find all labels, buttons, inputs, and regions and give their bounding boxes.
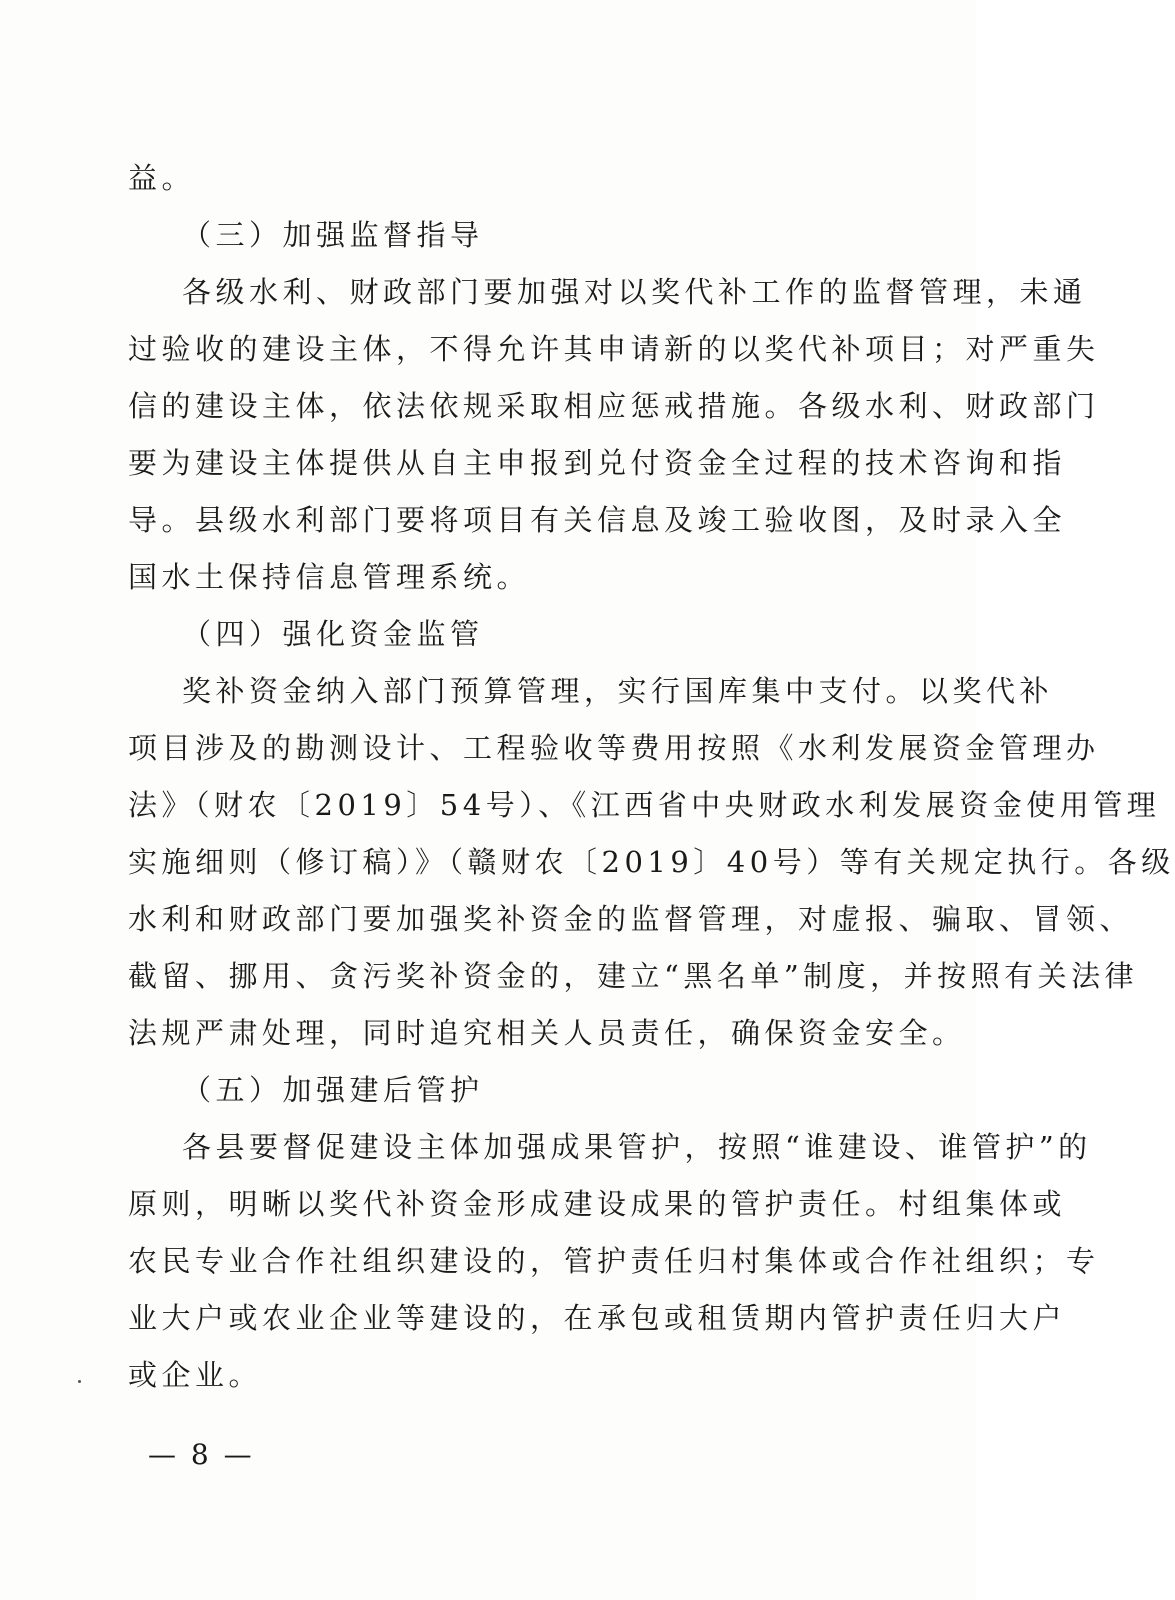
- text-line: 奖补资金纳入部门预算管理，实行国库集中支付。以奖代补: [182, 674, 1054, 708]
- text-line: 实施细则（修订稿）》（赣财农〔2019〕40号）等有关规定执行。各级: [128, 845, 1175, 879]
- text-line: （五）加强建后管护: [182, 1073, 484, 1107]
- text-line: 原则，明晰以奖代补资金形成建设成果的管护责任。村组集体或: [128, 1187, 1067, 1221]
- text-line: 农民专业合作社组织建设的，管护责任归村集体或合作社组织；专: [128, 1244, 1100, 1278]
- text-line: 过验收的建设主体，不得允许其申请新的以奖代补项目；对严重失: [128, 332, 1100, 366]
- page-number: — 8 —: [148, 1438, 255, 1471]
- text-line: 法规严肃处理，同时追究相关人员责任，确保资金安全。: [128, 1016, 966, 1050]
- text-line: 信的建设主体，依法依规采取相应惩戒措施。各级水利、财政部门: [128, 389, 1100, 423]
- text-line: 或企业。: [128, 1358, 263, 1392]
- text-line: 业大户或农业企业等建设的，在承包或租赁期内管护责任归大户: [128, 1301, 1067, 1335]
- document-body: [128, 150, 1175, 1404]
- text-line: 导。县级水利部门要将项目有关信息及竣工验收图，及时录入全: [128, 503, 1067, 537]
- text-line: （四）强化资金监管: [182, 617, 484, 651]
- text-line: 各级水利、财政部门要加强对以奖代补工作的监督管理，未通: [182, 275, 1087, 309]
- scan-speck: [78, 1380, 81, 1383]
- text-line: 法》（财农〔2019〕54号）、《江西省中央财政水利发展资金使用管理: [128, 788, 1161, 822]
- text-line: 国水土保持信息管理系统。: [128, 560, 531, 594]
- text-line: （三）加强监督指导: [182, 218, 484, 252]
- text-line: 项目涉及的勘测设计、工程验收等费用按照《水利发展资金管理办: [128, 731, 1100, 765]
- text-line: 水利和财政部门要加强奖补资金的监督管理，对虚报、骗取、冒领、: [128, 902, 1134, 936]
- text-line: 益。: [128, 161, 196, 195]
- text-line: 各县要督促建设主体加强成果管护，按照“谁建设、谁管护”的: [182, 1130, 1092, 1164]
- text-line: 要为建设主体提供从自主申报到兑付资金全过程的技术咨询和指: [128, 446, 1067, 480]
- text-line: 截留、挪用、贪污奖补资金的，建立“黑名单”制度，并按照有关法律: [128, 959, 1139, 993]
